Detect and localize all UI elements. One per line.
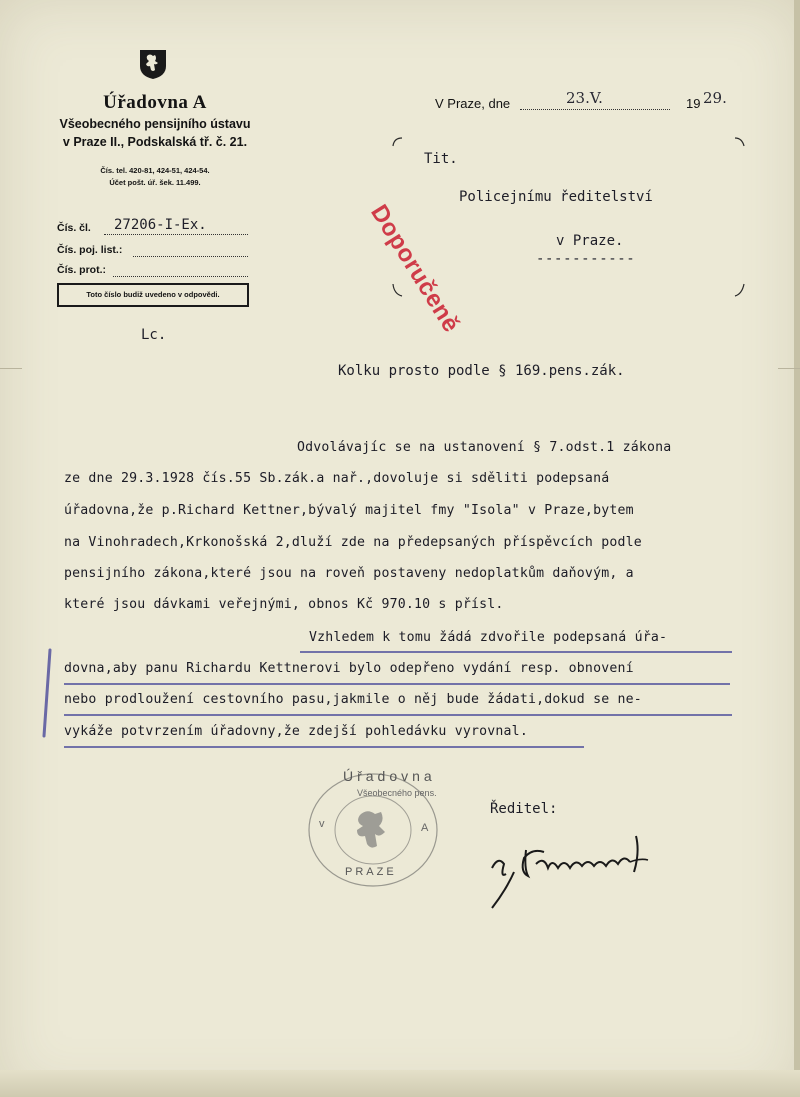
reply-notice-box: Toto číslo budiž uvedeno v odpovědi. bbox=[57, 283, 249, 307]
date-prefix: V Praze, dne bbox=[435, 96, 511, 111]
insurance-list-line bbox=[133, 256, 248, 257]
body-line-6: které jsou dávkami veřejnými, obnos Kč 970.10 s přísl. bbox=[64, 597, 504, 612]
pencil-underline-4 bbox=[64, 746, 584, 748]
addressee-salutation: Tit. bbox=[424, 151, 458, 167]
date-day-month: 23.V. bbox=[566, 89, 603, 107]
clerk-initials: Lc. bbox=[141, 327, 167, 343]
round-office-seal bbox=[305, 770, 441, 890]
phone-numbers: Čís. tel. 420-81, 424-51, 424-54. bbox=[100, 166, 210, 175]
paper-edge bbox=[794, 0, 800, 1097]
seal-right-letter: A bbox=[421, 822, 429, 834]
pencil-underline-1 bbox=[300, 651, 732, 653]
pencil-margin-mark bbox=[38, 648, 58, 738]
seal-bottom-text: PRAZE bbox=[345, 866, 397, 878]
date-line bbox=[520, 109, 670, 110]
body-line-10: vykáže potvrzením úřadovny,že zdejší pohledávku vyrovnal. bbox=[64, 724, 528, 739]
body-line-1: Odvolávajíc se na ustanovení § 7.odst.1 zákona bbox=[297, 440, 672, 455]
body-line-7: Vzhledem k tomu žádá zdvořile podepsaná úřa- bbox=[309, 630, 668, 645]
date-year-prefix: 19 bbox=[686, 96, 701, 111]
fold-mark-left bbox=[0, 368, 22, 369]
director-title: Ředitel: bbox=[490, 801, 558, 817]
body-line-4: na Vinohradech,Krkonošská 2,dluží zde na předepsaných příspěvcích podle bbox=[64, 535, 642, 550]
protocol-line bbox=[113, 276, 248, 277]
stamp-fee-note: Kolku prosto podle § 169.pens.zák. bbox=[338, 363, 625, 379]
handwritten-signature bbox=[484, 828, 664, 913]
postal-account: Účet pošt. úř. šek. 11.499. bbox=[109, 178, 201, 187]
body-line-3: úřadovna,že p.Richard Kettner,bývalý majitel fmy "Isola" v Praze,bytem bbox=[64, 503, 634, 518]
pencil-underline-2 bbox=[64, 683, 730, 685]
protocol-label: Čís. prot.: bbox=[57, 264, 106, 276]
seal-top-text: Úřadovna bbox=[343, 768, 436, 784]
addressee-name: Policejnímu ředitelství bbox=[459, 189, 653, 205]
coat-of-arms-icon bbox=[138, 48, 168, 80]
date-year-suffix: 29. bbox=[703, 89, 727, 107]
ref-number-label: Čís. čl. bbox=[57, 222, 91, 234]
addressee-underline: ----------- bbox=[536, 251, 636, 267]
body-line-5: pensijního zákona,které jsou na roveň postaveny nedoplatkům daňovým, a bbox=[64, 566, 634, 581]
body-line-9: nebo prodloužení cestovního pasu,jakmile o něj bude žádati,dokud se ne- bbox=[64, 692, 642, 707]
paper-bottom-crease bbox=[0, 1070, 800, 1097]
fold-mark-right bbox=[778, 368, 800, 369]
ref-number-value: 27206-I-Ex. bbox=[114, 217, 207, 233]
office-name: Úřadovna A bbox=[103, 92, 207, 113]
ref-number-line bbox=[104, 234, 248, 235]
office-line-2: v Praze II., Podskalská tř. č. 21. bbox=[62, 135, 248, 149]
registered-mail-stamp: Doporučeně bbox=[365, 200, 465, 338]
seal-left-letter: v bbox=[319, 818, 325, 830]
addressee-city: v Praze. bbox=[556, 233, 624, 249]
pencil-underline-3 bbox=[64, 714, 732, 716]
insurance-list-label: Čís. poj. list.: bbox=[57, 244, 123, 256]
body-line-8: dovna,aby panu Richardu Kettnerovi bylo odepřeno vydání resp. obnovení bbox=[64, 661, 634, 676]
seal-arc-text: Všeobecného pens. bbox=[357, 788, 437, 798]
body-line-2: ze dne 29.3.1928 čís.55 Sb.zák.a nař.,dovoluje si sděliti podepsaná bbox=[64, 471, 610, 486]
office-line-1: Všeobecného pensijního ústavu bbox=[59, 117, 251, 131]
